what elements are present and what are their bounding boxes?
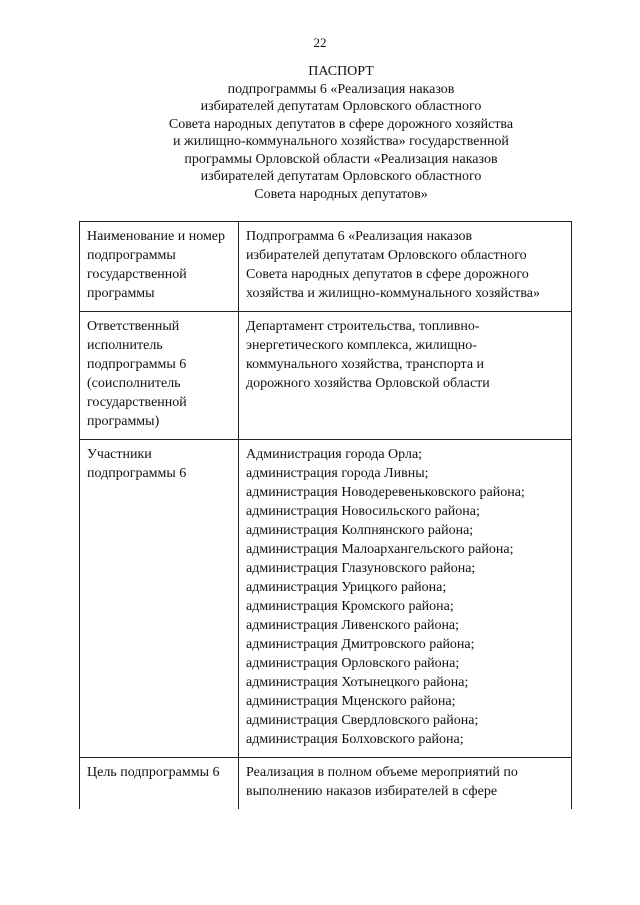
title-line: Совета народных депутатов в сфере дорожного хозяйства — [168, 116, 514, 132]
participant-item: администрация Урицкого района; — [246, 580, 447, 595]
row-label-cell — [80, 758, 239, 810]
participant-item: администрация Свердловского района; — [246, 713, 479, 728]
value-line: избирателей депутатам Орловского областного — [246, 248, 527, 263]
title-line: Совета народных депутатов» — [254, 186, 428, 202]
participant-item: администрация Малоархангельского района; — [246, 542, 514, 557]
label-line: подпрограммы 6 — [87, 466, 187, 481]
page-number: 22 — [313, 35, 327, 50]
table-row — [80, 222, 572, 312]
row-value-cell — [239, 440, 572, 758]
title-line: программы Орловской области «Реализация наказов — [184, 151, 498, 167]
value-line: хозяйства и жилищно-коммунального хозяйства» — [246, 286, 540, 301]
participant-item: администрация Орловского района; — [246, 656, 460, 671]
title-line: подпрограммы 6 «Реализация наказов — [227, 81, 455, 97]
label-line: программы — [87, 286, 155, 301]
value-line: коммунального хозяйства, транспорта и — [246, 357, 485, 372]
label-line: программы) — [87, 414, 160, 429]
label-line: подпрограммы — [87, 248, 176, 263]
participant-item: администрация Глазуновского района; — [246, 561, 476, 576]
row-value-cell — [239, 758, 572, 810]
value-line: Департамент строительства, топливно- — [246, 319, 480, 334]
row-value-cell — [239, 222, 572, 312]
table-row — [80, 440, 572, 758]
row-label-cell — [80, 312, 239, 440]
title-line: избирателей депутатам Орловского областного — [200, 99, 482, 114]
label-line: Наименование и номер — [87, 229, 226, 244]
value-line: Подпрограмма 6 «Реализация наказов — [246, 229, 473, 244]
row-label-cell — [80, 222, 239, 312]
participant-item: администрация Новодеревеньковского района; — [246, 485, 525, 500]
value-line: Реализация в полном объеме мероприятий по — [246, 765, 518, 780]
table-row — [80, 312, 572, 440]
participant-item: администрация Кромского района; — [246, 599, 454, 614]
row-label-cell — [80, 440, 239, 758]
participant-item: администрация Хотынецкого района; — [246, 675, 469, 690]
participant-item: администрация Колпнянского района; — [246, 523, 474, 538]
value-line: дорожного хозяйства Орловской области — [246, 376, 490, 391]
title-heading: ПАСПОРТ — [308, 64, 374, 79]
label-line: Цель подпрограммы 6 — [87, 765, 220, 780]
label-line: Участники — [87, 447, 152, 462]
title-line: и жилищно-коммунального хозяйства» государственной — [173, 134, 509, 149]
participant-item: администрация Ливенского района; — [246, 618, 460, 633]
title-line: избирателей депутатам Орловского областного — [200, 169, 482, 184]
participant-item: Администрация города Орла; — [246, 447, 423, 462]
participant-item: администрация Новосильского района; — [246, 504, 480, 519]
participant-item: администрация Дмитровского района; — [246, 637, 475, 652]
row-value-cell — [239, 312, 572, 440]
label-line: государственной — [87, 395, 187, 410]
participant-item: администрация Болховского района; — [246, 732, 464, 747]
table-row — [80, 758, 572, 810]
passport-table — [79, 221, 572, 809]
value-line: выполнению наказов избирателей в сфере — [246, 784, 498, 799]
participant-item: администрация города Ливны; — [246, 466, 429, 481]
label-line: (соисполнитель — [87, 376, 181, 391]
label-line: государственной — [87, 267, 187, 282]
label-line: подпрограммы 6 — [87, 357, 187, 372]
value-line: Совета народных депутатов в сфере дорожного — [246, 267, 529, 282]
participant-item: администрация Мценского района; — [246, 694, 456, 709]
label-line: исполнитель — [87, 338, 163, 353]
document-title — [100, 63, 582, 203]
value-line: энергетического комплекса, жилищно- — [246, 338, 477, 353]
label-line: Ответственный — [87, 319, 180, 334]
